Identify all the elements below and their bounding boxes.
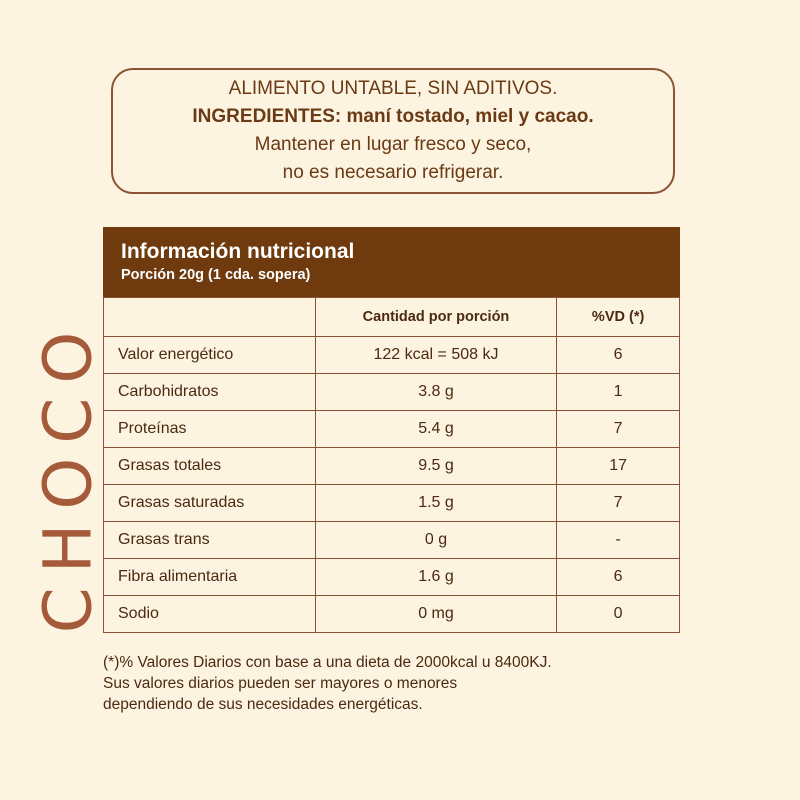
nutrient-daily-value: 7 <box>557 485 680 522</box>
storage-instructions-line2: no es necesario refrigerar. <box>282 162 504 183</box>
nutrient-name: Grasas saturadas <box>104 485 316 522</box>
table-header-row <box>104 298 680 337</box>
nutrient-amount: 5.4 g <box>315 411 557 448</box>
nutrient-daily-value: 0 <box>557 596 680 633</box>
table-row <box>104 411 680 448</box>
header-amount: Cantidad por porción <box>315 298 557 337</box>
table-row <box>104 337 680 374</box>
nutrition-table <box>103 297 680 633</box>
product-info-box <box>111 68 675 194</box>
nutrient-daily-value: 1 <box>557 374 680 411</box>
nutrient-name: Grasas totales <box>104 448 316 485</box>
header-nutrient <box>104 298 316 337</box>
nutrient-name: Proteínas <box>104 411 316 448</box>
nutrient-amount: 3.8 g <box>315 374 557 411</box>
nutrient-name: Fibra alimentaria <box>104 559 316 596</box>
nutrient-name: Carbohidratos <box>104 374 316 411</box>
nutrient-name: Sodio <box>104 596 316 633</box>
nutrient-amount: 1.6 g <box>315 559 557 596</box>
table-row <box>104 522 680 559</box>
nutrient-daily-value: 17 <box>557 448 680 485</box>
portion-size: Porción 20g (1 cda. sopera) <box>121 267 311 283</box>
footnote <box>103 652 723 715</box>
nutrition-title: Información nutricional <box>121 240 355 263</box>
footnote-line3: dependiendo de sus necesidades energéticas. <box>103 696 423 713</box>
table-row <box>104 448 680 485</box>
table-row <box>104 559 680 596</box>
nutrient-amount: 1.5 g <box>315 485 557 522</box>
nutrient-name: Valor energético <box>104 337 316 374</box>
flavor-label: CHOCO <box>29 317 107 633</box>
table-row <box>104 485 680 522</box>
footnote-line1: (*)% Valores Diarios con base a una dieta de 2000kcal u 8400KJ. <box>103 654 552 671</box>
flavor-label-container <box>28 310 108 640</box>
nutrient-daily-value: 7 <box>557 411 680 448</box>
nutrient-name: Grasas trans <box>104 522 316 559</box>
nutrient-amount: 0 g <box>315 522 557 559</box>
nutrient-daily-value: 6 <box>557 559 680 596</box>
footnote-line2: Sus valores diarios pueden ser mayores o menores <box>103 675 458 692</box>
ingredients-text: INGREDIENTES: maní tostado, miel y cacao. <box>192 106 594 127</box>
table-row <box>104 596 680 633</box>
header-daily-value: %VD (*) <box>557 298 680 337</box>
nutrition-header <box>103 227 680 297</box>
nutrient-amount: 9.5 g <box>315 448 557 485</box>
storage-instructions-line1: Mantener en lugar fresco y seco, <box>254 134 532 155</box>
nutrient-amount: 122 kcal = 508 kJ <box>315 337 557 374</box>
product-description: ALIMENTO UNTABLE, SIN ADITIVOS. <box>228 78 558 99</box>
nutrient-amount: 0 mg <box>315 596 557 633</box>
table-row <box>104 374 680 411</box>
nutrient-daily-value: - <box>557 522 680 559</box>
nutrient-daily-value: 6 <box>557 337 680 374</box>
